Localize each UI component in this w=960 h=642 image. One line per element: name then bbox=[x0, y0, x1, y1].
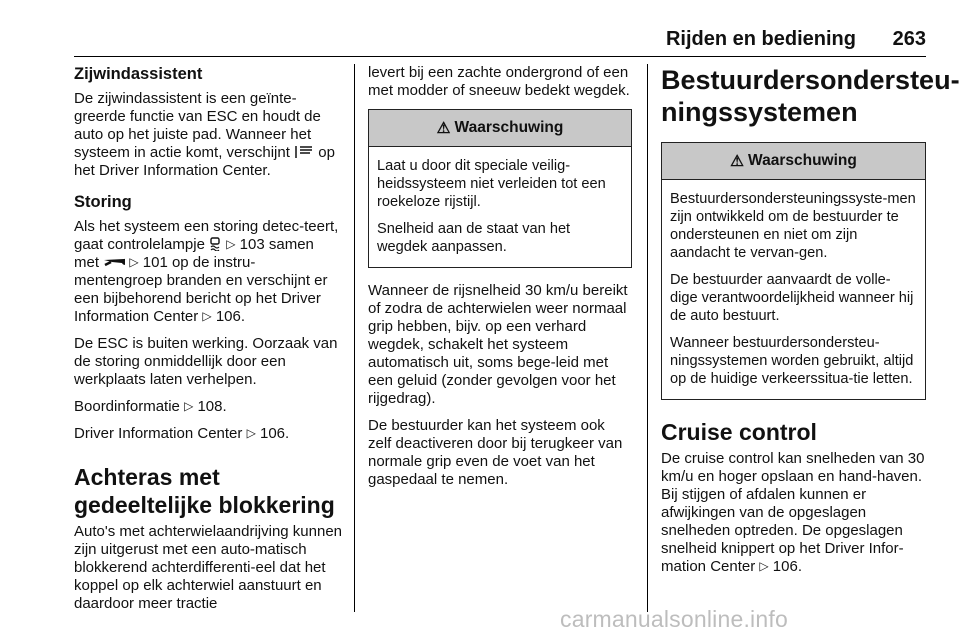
text-storing-a: Als het systeem een storing detec-teert, gaat controlelampje bbox=[74, 218, 339, 253]
column-1 bbox=[74, 64, 342, 622]
reference-arrow-icon: ▷ bbox=[129, 255, 139, 269]
paragraph-zijwind bbox=[74, 90, 342, 180]
column-divider-2 bbox=[647, 64, 648, 612]
warning-icon: ⚠ bbox=[436, 119, 451, 137]
text-boordinformatie: Boordinformatie bbox=[74, 398, 180, 415]
text-zijwind-end: op het Driver Information Center. bbox=[74, 144, 335, 179]
warning-box bbox=[368, 109, 632, 268]
text-zijwind: De zijwindassistent is een geïnte-greerde functie van ESC en houdt de auto op het juiste pad. Wanneer het systeem in actie komt, verschijnt bbox=[74, 90, 321, 161]
text-cruise-control: De cruise control kan snelheden van 30 km/u en hoger opslaan en hand-haven. Bij stijgen of afdalen kunnen er afwijkingen van de opgeslagen snelheden optreden. De opgeslagen snelheid knippert op het Driver Infor-mation Center bbox=[661, 450, 925, 575]
paragraph-ondergrond: levert bij een zachte ondergrond of een met modder of sneeuw bedekt wegdek. bbox=[368, 64, 630, 99]
reference-arrow-icon: ▷ bbox=[202, 309, 212, 323]
page-ref-106: 106. bbox=[772, 558, 802, 575]
reference-arrow-icon: ▷ bbox=[759, 559, 769, 573]
warning-text-2: Snelheid aan de staat van het wegdek aanpassen. bbox=[377, 221, 571, 255]
page-ref-106: 106. bbox=[259, 425, 290, 442]
esc-warning-icon bbox=[209, 237, 222, 251]
heading-achteras: Achteras met gedeeltelijke blokkering bbox=[74, 464, 335, 518]
heading-storing: Storing bbox=[74, 193, 132, 211]
warning-title: Waarschuwing bbox=[454, 119, 564, 136]
watermark: carmanualsonline.info bbox=[560, 606, 788, 632]
text-storing-c: 101 op de instru-mentengroep branden en verschijnt er een bijbehorend bericht op het Driver Information Center bbox=[74, 254, 328, 325]
page-ref-106: 106. bbox=[215, 308, 246, 325]
warning-header bbox=[369, 110, 631, 147]
text-dic: Driver Information Center bbox=[74, 425, 243, 442]
text-storing-b: samen met bbox=[74, 236, 314, 271]
reference-arrow-icon: ▷ bbox=[226, 237, 236, 251]
side-wind-icon bbox=[294, 145, 314, 159]
warning-text-2: De bestuurder aanvaardt de volle-dige verantwoordelijkheid wanneer hij de auto bestuurt. bbox=[670, 272, 914, 324]
warning-title: Waarschuwing bbox=[748, 152, 857, 169]
warning-text-3: Wanneer bestuurdersondersteu-ningssystemen worden gebruikt, altijd op de huidige verkeerssitua-tie letten. bbox=[670, 335, 914, 387]
column-3 bbox=[661, 64, 960, 585]
paragraph-rijsnelheid: Wanneer de rijsnelheid 30 km/u bereikt of zodra de achterwielen weer normaal grip hebben, bijv. op een verhard wegdek, schakelt het systeem automatisch uit, soms bege-leid met een geluid (zonder gevolgen voor het rijgedrag). bbox=[368, 282, 628, 407]
page-header bbox=[74, 26, 926, 57]
paragraph-dic bbox=[74, 425, 342, 443]
warning-header bbox=[662, 143, 925, 180]
paragraph-cruise-control bbox=[661, 450, 926, 576]
header-title: Rijden en bediening bbox=[665, 28, 856, 50]
reference-arrow-icon: ▷ bbox=[246, 426, 256, 440]
warning-body bbox=[369, 147, 631, 267]
page-number: 263 bbox=[892, 28, 926, 50]
heading-cruise-control: Cruise control bbox=[661, 419, 817, 445]
paragraph-achteras: Auto's met achterwielaandrijving kunnen zijn uitgerust met een auto-matisch blokkerend achterdifferenti-eel dat het koppel op elk achterwiel aanstuurt en daardoor meer tractie bbox=[74, 523, 343, 612]
reference-arrow-icon: ▷ bbox=[184, 399, 194, 413]
paragraph-boordinformatie bbox=[74, 398, 342, 416]
paragraph-esc: De ESC is buiten werking. Oorzaak van de storing onmiddellijk door een werkplaats laten verhelpen. bbox=[74, 335, 338, 388]
warning-icon: ⚠ bbox=[730, 152, 745, 170]
warning-body bbox=[662, 180, 925, 399]
wrench-icon bbox=[103, 257, 125, 269]
paragraph-storing bbox=[74, 218, 342, 326]
column-divider-1 bbox=[354, 64, 355, 612]
paragraph-deactiveren: De bestuurder kan het systeem ook zelf deactiveren door bij terugkeer van normale grip even de voet van het gaspedaal te nemen. bbox=[368, 417, 623, 488]
page-ref-108: 108. bbox=[197, 398, 227, 415]
warning-box bbox=[661, 142, 926, 400]
warning-text-1: Bestuurdersondersteuningssyste-men zijn ontwikkeld om de bestuurder te ondersteunen en niet om zijn aandacht te vervan-gen. bbox=[670, 191, 916, 261]
heading-zijwindassistent: Zijwindassistent bbox=[74, 65, 203, 83]
page-ref-103: 103 bbox=[239, 236, 265, 253]
warning-text-1: Laat u door dit speciale veilig-heidssysteem niet verleiden tot een roekeloze rijstijl. bbox=[377, 158, 606, 210]
heading-bestuurdersondersteuning: Bestuurdersondersteu-ningssystemen bbox=[661, 65, 960, 127]
column-2 bbox=[368, 64, 632, 498]
